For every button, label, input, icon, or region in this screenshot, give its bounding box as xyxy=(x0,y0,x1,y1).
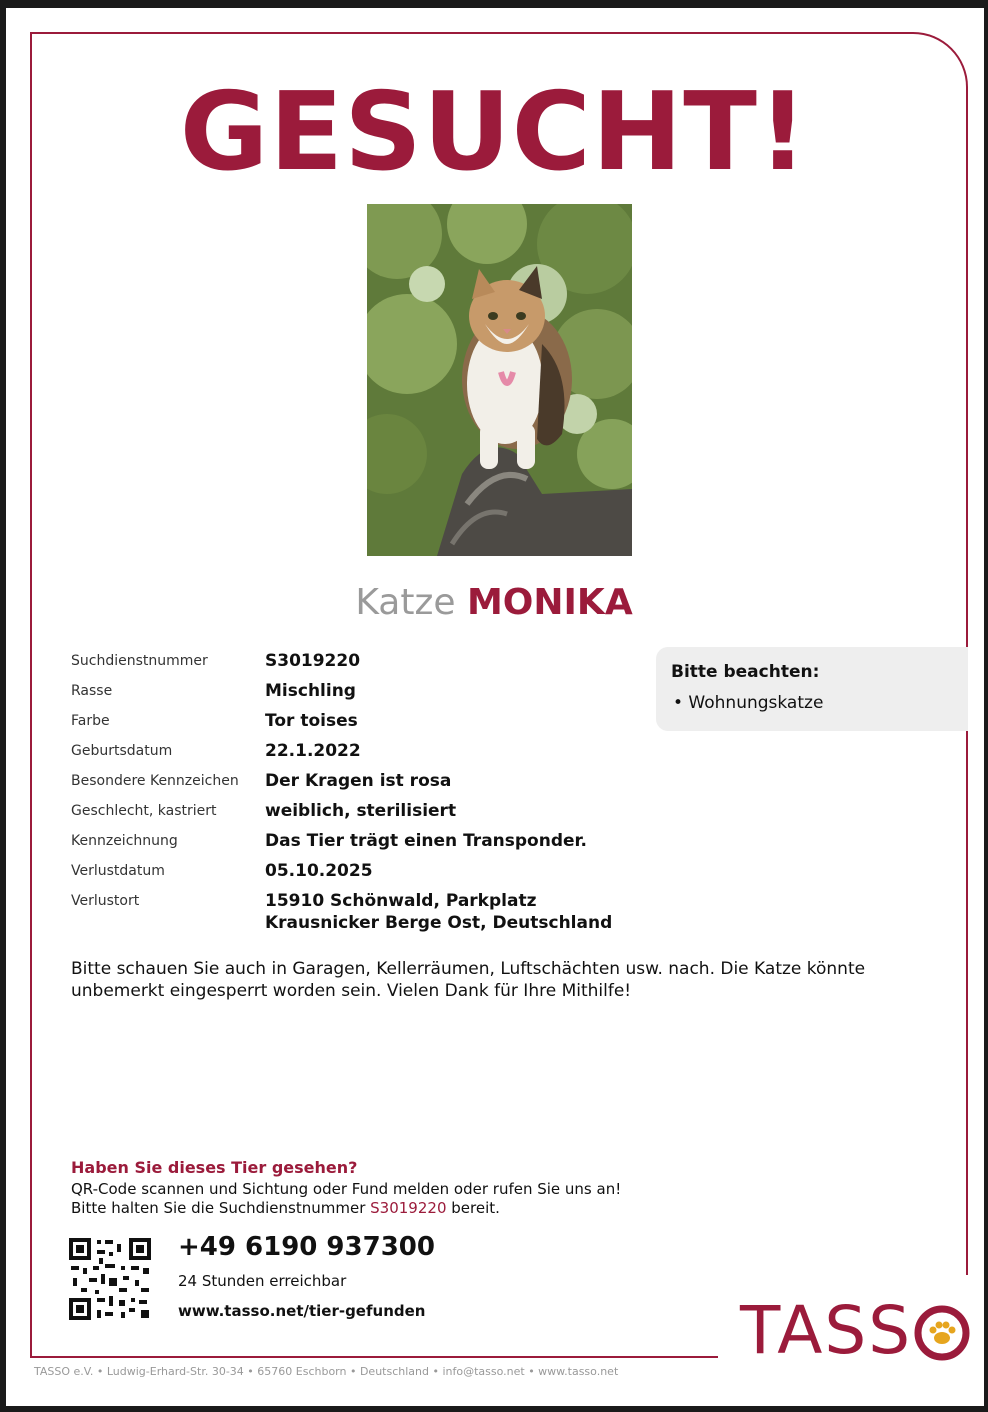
loss-place-line-1: 15910 Schönwald, Parkplatz xyxy=(265,891,537,911)
seen-reference-prefix: Bitte halten Sie die Suchdienstnummer xyxy=(71,1199,371,1217)
fact-label: Farbe xyxy=(71,713,110,729)
fact-row-birthdate xyxy=(71,740,631,762)
seen-reference-line xyxy=(71,1199,500,1217)
seen-reference-suffix: bereit. xyxy=(446,1199,500,1217)
pet-kind: Katze xyxy=(355,582,456,623)
fact-row-search-number xyxy=(71,650,631,672)
fact-label: Kennzeichnung xyxy=(71,833,178,849)
footer-address: TASSO e.V. • Ludwig-Erhard-Str. 30-34 • 65760 Eschborn • Deutschland • info@tasso.net • www.tasso.net xyxy=(34,1365,619,1378)
fact-value: Tor toises xyxy=(265,711,358,731)
paw-icon xyxy=(913,1304,971,1362)
loss-place-line-2: Krausnicker Berge Ost, Deutschland xyxy=(265,913,613,933)
seen-reference-number: S3019220 xyxy=(370,1199,447,1217)
fact-value: S3019220 xyxy=(265,651,361,671)
fact-value: 22.1.2022 xyxy=(265,741,361,761)
fact-label: Besondere Kennzeichen xyxy=(71,773,239,789)
hotline-phone-link[interactable]: +49 6190 937300 xyxy=(178,1232,435,1262)
fact-value: weiblich, sterilisiert xyxy=(265,801,457,821)
pet-name-heading xyxy=(0,582,988,623)
fact-label: Verlustdatum xyxy=(71,863,165,879)
pet-name: MONIKA xyxy=(466,582,633,623)
fact-label: Verlustort xyxy=(71,893,140,909)
screenshot-top-edge xyxy=(0,0,988,8)
qr-code-graphic xyxy=(69,1238,151,1320)
fact-row-special-marks xyxy=(71,770,631,792)
cat-photo-illustration xyxy=(367,204,632,556)
fact-value: 05.10.2025 xyxy=(265,861,373,881)
pet-facts-list xyxy=(71,650,631,942)
poster-headline: GESUCHT! xyxy=(179,70,809,195)
notice-item: • Wohnungskatze xyxy=(673,693,824,713)
fact-label: Suchdienstnummer xyxy=(71,653,208,669)
fact-row-sex xyxy=(71,800,631,822)
screenshot-right-edge xyxy=(984,0,988,1412)
fact-value: Mischling xyxy=(265,681,356,701)
screenshot-left-edge xyxy=(0,0,6,1412)
fact-label: Rasse xyxy=(71,683,113,699)
appeal-text: Bitte schauen Sie auch in Garagen, Kellerräumen, Luftschächten usw. nach. Die Katze könnte unbemerkt eingesperrt worden sein. Vielen Dank für Ihre Mithilfe! xyxy=(71,959,866,1001)
qr-code-icon[interactable] xyxy=(69,1238,151,1320)
cat-photo xyxy=(367,204,632,556)
fact-label: Geburtsdatum xyxy=(71,743,173,759)
seen-instruction: QR-Code scannen und Sichtung oder Fund melden oder rufen Sie uns an! xyxy=(71,1180,622,1198)
screenshot-bottom-edge xyxy=(0,1406,988,1412)
fact-row-breed xyxy=(71,680,631,702)
fact-value: Das Tier trägt einen Transponder. xyxy=(265,831,587,851)
fact-row-loss-place xyxy=(71,890,631,934)
fact-label: Geschlecht, kastriert xyxy=(71,803,217,819)
fact-row-color xyxy=(71,710,631,732)
notice-title: Bitte beachten: xyxy=(671,662,820,682)
fact-value xyxy=(265,890,612,934)
website-link[interactable]: www.tasso.net/tier-gefunden xyxy=(178,1302,426,1320)
fact-value: Der Kragen ist rosa xyxy=(265,771,452,791)
poster-frame-bottom xyxy=(30,1356,718,1358)
fact-row-loss-date xyxy=(71,860,631,882)
notice-box xyxy=(656,647,968,731)
hotline-hours: 24 Stunden erreichbar xyxy=(178,1272,347,1290)
seen-heading: Haben Sie dieses Tier gesehen? xyxy=(71,1158,358,1177)
fact-row-identification xyxy=(71,830,631,852)
tasso-logo: TASS xyxy=(740,1292,913,1369)
